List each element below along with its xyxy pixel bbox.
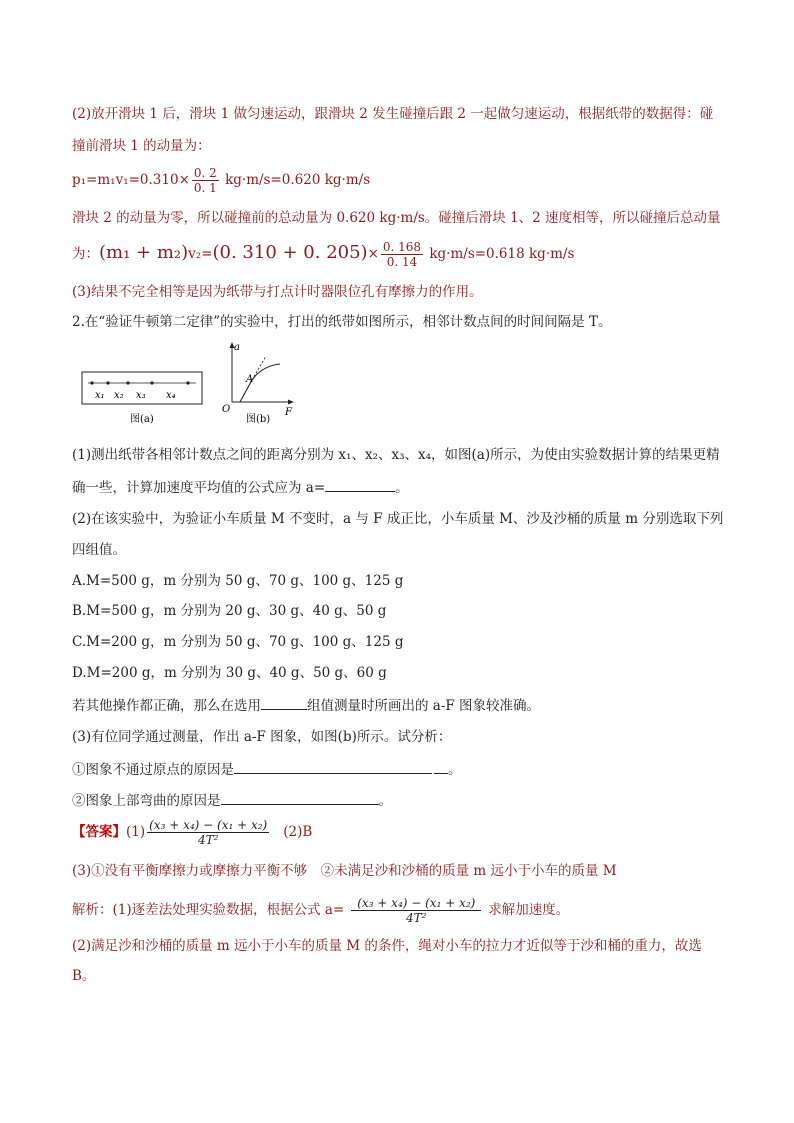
question-intro: 2.在“验证牛顿第二定律”的实验中，打出的纸带如图所示，相邻计数点间的时间间隔是 T。 <box>72 314 612 330</box>
q3a-text: ①图象不通过原点的原因是 <box>72 762 234 778</box>
fraction-denominator: 4T² <box>197 833 219 847</box>
mass-values: (0. 310 + 0. 205) <box>212 242 368 263</box>
solution-text-line: 滑块 2 的动量为零，所以碰撞前的总动量为 0.620 kg·m/s。碰撞后滑块 1、2 速度相等，所以碰撞后总动量 <box>72 210 721 226</box>
option-d: D.M=200 g，m 分别为 30 g、40 g、50 g、60 g <box>72 665 387 681</box>
figures <box>80 340 320 430</box>
q2-tail-b: 组值测量时所画出的 a-F 图象较准确。 <box>307 698 541 714</box>
q3b-end: 。 <box>378 793 392 809</box>
analysis-2-line2: B。 <box>72 968 96 984</box>
line5-suffix: kg·m/s=0.618 kg·m/s <box>425 246 575 262</box>
tape-dot <box>90 381 93 384</box>
v2-fraction <box>381 240 423 269</box>
q3b-text: ②图象上部弯曲的原因是 <box>72 793 221 809</box>
question-3b-line <box>72 790 392 811</box>
option-c: C.M=200 g，m 分别为 50 g、70 g、100 g、125 g <box>72 634 404 650</box>
mass-sum: (m₁ + m₂) <box>99 242 189 263</box>
question-1-line2 <box>72 477 409 498</box>
q1-text: 确一些，计算加速度平均值的公式应为 a= <box>72 480 326 496</box>
figure-b-caption: 图(b) <box>246 414 271 425</box>
tape-dot <box>126 381 129 384</box>
solution-text-line: (2)放开滑块 1 后，滑块 1 做匀速运动，跟滑块 2 发生碰撞后跟 2 一起做匀速运动，根据纸带的数据得：碰 <box>72 106 714 122</box>
answer-2: (2)B <box>283 824 313 840</box>
axis-label-F: F <box>285 407 292 418</box>
tape-label-x2: x₂ <box>114 390 124 401</box>
fraction-numerator: (x₃ + x₄) − (x₁ + x₂) <box>149 818 268 832</box>
answer-blank <box>261 695 307 710</box>
answer-tag: 【答案】 <box>72 824 126 840</box>
p1-denominator: 0. 1 <box>193 181 217 195</box>
figure-a-caption: 图(a) <box>130 414 154 425</box>
analysis-suffix: 求解加速度。 <box>488 902 570 918</box>
analysis-fraction <box>346 896 486 925</box>
v2-numerator: 0. 168 <box>382 240 422 254</box>
velocity-v2: v₂= <box>188 246 213 262</box>
tape-dot <box>150 381 153 384</box>
option-b: B.M=500 g，m 分别为 20 g、30 g、40 g、50 g <box>72 603 387 619</box>
x-axis-arrow <box>288 400 294 405</box>
fraction-denominator: 4T² <box>406 911 427 925</box>
option-a: A.M=500 g，m 分别为 50 g、70 g、100 g、125 g <box>72 573 404 589</box>
tape-label-x4: x₄ <box>166 390 176 401</box>
tape-label-x1: x₁ <box>95 390 105 401</box>
answer-1-prefix: (1) <box>126 824 146 840</box>
answer-blank <box>234 759 432 774</box>
question-2-line: (2)在该实验中，为验证小车质量 M 不变时，a 与 F 成正比，小车质量 M、沙及沙桶的质量 m 分别选取下列 <box>72 511 724 527</box>
momentum-after-formula <box>72 240 574 269</box>
origin-label: O <box>222 404 231 415</box>
q1-end: 。 <box>395 480 409 496</box>
answer-blank <box>325 477 395 492</box>
axis-label-a: a <box>234 342 240 353</box>
question-3a-line <box>72 759 462 780</box>
p1-fraction <box>192 166 219 195</box>
analysis-prefix: 解析：(1)逐差法处理实验数据，根据公式 a= <box>72 902 345 918</box>
v2-denominator: 0. 14 <box>386 255 418 269</box>
question-2-tail <box>72 695 540 716</box>
fraction-numerator: (x₃ + x₄) − (x₁ + x₂) <box>351 896 481 911</box>
answer-fraction <box>147 818 269 847</box>
line5-prefix: 为： <box>72 246 99 262</box>
momentum-p1-formula <box>72 166 370 195</box>
times-sign: × <box>367 246 379 262</box>
q2-tail-a: 若其他操作都正确，那么在选用 <box>72 698 261 714</box>
tape-dot <box>186 381 189 384</box>
question-3-line: (3)有位同学通过测量，作出 a-F 图象，如图(b)所示。试分析： <box>72 729 452 745</box>
analysis-line <box>72 896 569 925</box>
analysis-2-line: (2)满足沙和沙桶的质量 m 远小于小车的质量 M 的条件，绳对小车的拉力才近似等于沙和桶的重力，故选 <box>72 938 702 954</box>
solution-text-line: 撞前滑块 1 的动量为： <box>72 138 211 154</box>
tape-label-x3: x₃ <box>136 390 146 401</box>
answer-line <box>72 818 312 847</box>
solution-text-line: (3)结果不完全相等是因为纸带与打点计时器限位孔有摩擦力的作用。 <box>72 284 483 300</box>
answer-blank <box>221 790 379 805</box>
p1-suffix: kg·m/s=0.620 kg·m/s <box>220 172 371 188</box>
question-1-line: (1)测出纸带各相邻计数点之间的距离分别为 x₁、x₂、x₃、x₄，如图(a)所示，为使由实验数据计算的结果更精 <box>72 447 720 463</box>
q3a-end: 。 <box>448 762 462 778</box>
dashed-extension <box>252 356 266 380</box>
question-2-line2: 四组值。 <box>72 542 126 558</box>
p1-numerator: 0. 2 <box>193 166 217 180</box>
point-label-A: A <box>246 374 254 385</box>
answer-3-line: (3)①没有平衡摩擦力或摩擦力平衡不够 ②未满足沙和沙桶的质量 m 远小于小车的质量 M <box>72 863 617 879</box>
tape-dot <box>106 381 109 384</box>
p1-prefix: p₁=m₁v₁=0.310× <box>72 172 190 188</box>
answer-blank <box>434 759 448 774</box>
